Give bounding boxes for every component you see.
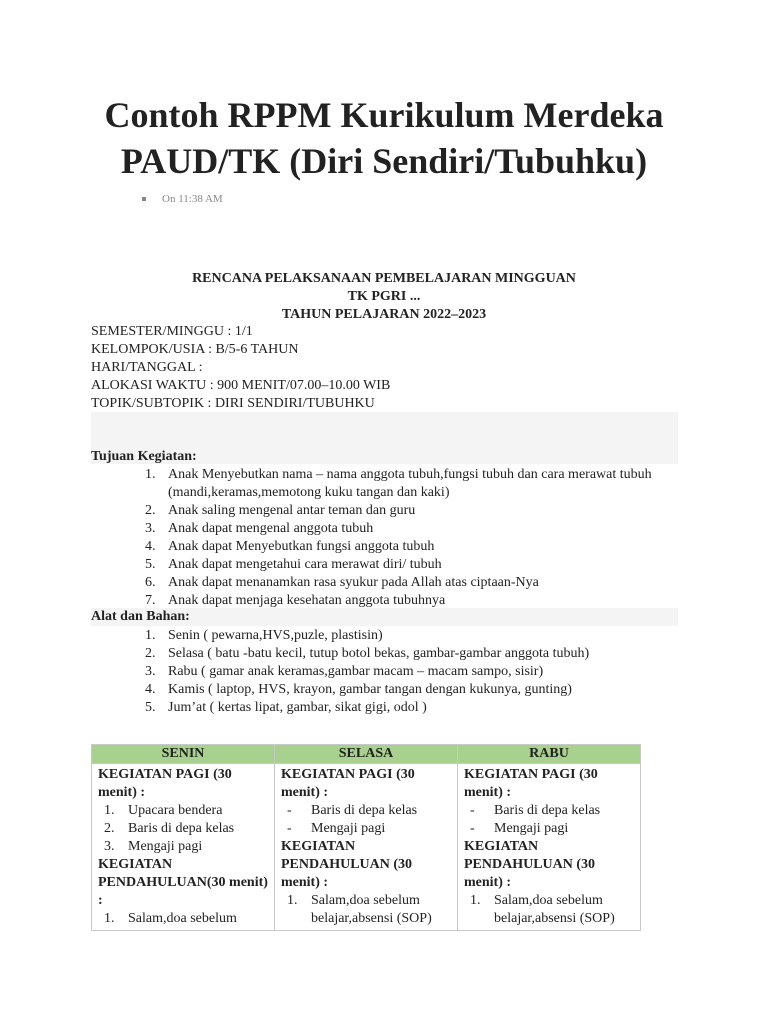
article-title-line-2: PAUD/TK (Diri Sendiri/Tubuhku): [120, 141, 648, 181]
col-header-senin: SENIN: [92, 745, 275, 764]
list-text: Rabu ( gamar anak keramas,gambar macam – macam sampo, sisir): [168, 664, 544, 679]
col-header-selasa: SELASA: [275, 745, 458, 764]
activity-number: -: [470, 821, 475, 836]
list-number: 4.: [145, 682, 156, 697]
kegiatan-pagi-list: [464, 802, 634, 838]
activity-number: 2.: [104, 821, 115, 836]
activity-item: [104, 838, 268, 856]
activity-text: Salam,doa sebelum belajar,absensi (SOP): [494, 893, 615, 926]
activity-text: Mengaji pagi: [311, 821, 386, 836]
list-number: 2.: [145, 503, 156, 518]
posted-time: On 11:38 AM: [162, 193, 223, 205]
list-text: Anak dapat Menyebutkan fungsi anggota tubuh: [168, 539, 435, 554]
cell-selasa: [275, 764, 458, 931]
tujuan-item: [140, 574, 660, 592]
col-header-rabu: RABU: [458, 745, 641, 764]
list-text: Anak dapat menjaga kesehatan anggota tubuhnya: [168, 593, 446, 608]
activity-number: -: [287, 821, 292, 836]
kegiatan-pendahuluan-list: [464, 892, 634, 928]
list-number: 3.: [145, 521, 156, 536]
list-text: Kamis ( laptop, HVS, krayon, gambar tangan dengan kukunya, gunting): [168, 682, 572, 697]
kegiatan-pagi-list: [281, 802, 451, 838]
activity-item: [470, 802, 634, 820]
activity-item: [287, 892, 451, 928]
doc-heading-2: TK PGRI ...: [347, 289, 421, 304]
list-number: 3.: [145, 664, 156, 679]
list-number: 1.: [145, 628, 156, 643]
activity-number: -: [287, 803, 292, 818]
article-title-line-1: Contoh RPPM Kurikulum Merdeka: [104, 95, 664, 135]
doc-heading-1: RENCANA PELAKSANAAN PEMBELAJARAN MINGGUAN: [192, 271, 576, 286]
kegiatan-pendahuluan-heading: KEGIATAN PENDAHULUAN (30 menit) :: [281, 839, 413, 890]
tujuan-label: Tujuan Kegiatan:: [91, 449, 197, 464]
cell-rabu: [458, 764, 641, 931]
activity-number: 1.: [287, 893, 298, 908]
activity-item: [104, 820, 268, 838]
kegiatan-pendahuluan-list: [98, 910, 268, 928]
activity-text: Baris di depa kelas: [311, 803, 418, 818]
info-semester: SEMESTER/MINGGU : 1/1: [91, 324, 253, 339]
info-topik: TOPIK/SUBTOPIK : DIRI SENDIRI/TUBUHKU: [91, 396, 375, 411]
activity-text: Upacara bendera: [128, 803, 223, 818]
list-text: Anak dapat mengenal anggota tubuh: [168, 521, 374, 536]
info-kelompok: KELOMPOK/USIA : B/5-6 TAHUN: [91, 342, 299, 357]
list-number: 7.: [145, 593, 156, 608]
list-number: 5.: [145, 700, 156, 715]
list-number: 6.: [145, 575, 156, 590]
list-number: 1.: [145, 467, 156, 482]
list-text: Anak dapat mengetahui cara merawat diri/ tubuh: [168, 557, 442, 572]
activity-item: [287, 802, 451, 820]
activity-text: Baris di depa kelas: [128, 821, 235, 836]
activity-number: 1.: [104, 803, 115, 818]
kegiatan-pendahuluan-heading: KEGIATAN PENDAHULUAN(30 menit) :: [98, 857, 268, 908]
activity-text: Salam,doa sebelum belajar,absensi (SOP): [311, 893, 432, 926]
info-hari: HARI/TANGGAL :: [91, 360, 203, 375]
list-text: Senin ( pewarna,HVS,puzle, plastisin): [168, 628, 383, 643]
tujuan-item: [140, 502, 660, 520]
kegiatan-pendahuluan-list: [281, 892, 451, 928]
list-text: Anak dapat menanamkan rasa syukur pada Allah atas ciptaan-Nya: [168, 575, 539, 590]
list-number: 5.: [145, 557, 156, 572]
activity-item: [104, 802, 268, 820]
tujuan-list: [140, 466, 660, 610]
activity-number: 1.: [104, 911, 115, 926]
alat-item: [140, 681, 660, 699]
alat-item: [140, 663, 660, 681]
tujuan-item: [140, 538, 660, 556]
kegiatan-pagi-heading: KEGIATAN PAGI (30 menit) :: [281, 767, 415, 800]
tujuan-item: [140, 520, 660, 538]
list-text: Jum’at ( kertas lipat, gambar, sikat gigi, odol ): [168, 700, 427, 715]
activity-number: 3.: [104, 839, 115, 854]
activity-text: Mengaji pagi: [494, 821, 569, 836]
activity-number: 1.: [470, 893, 481, 908]
list-number: 2.: [145, 646, 156, 661]
kegiatan-pagi-list: [98, 802, 268, 856]
alat-list: [140, 627, 660, 717]
alat-item: [140, 645, 660, 663]
activity-item: [470, 892, 634, 928]
list-text: Anak Menyebutkan nama – nama anggota tubuh,fungsi tubuh dan cara merawat tubuh (mandi,keramas,memotong kuku tangan dan kaki): [168, 467, 652, 500]
activity-text: Baris di depa kelas: [494, 803, 601, 818]
tujuan-item: [140, 466, 660, 502]
activity-text: Salam,doa sebelum: [128, 911, 237, 926]
list-text: Anak saling mengenal antar teman dan guru: [168, 503, 416, 518]
activity-number: -: [470, 803, 475, 818]
activity-item: [287, 820, 451, 838]
doc-heading-3: TAHUN PELAJARAN 2022–2023: [281, 307, 487, 322]
activity-item: [470, 820, 634, 838]
kegiatan-pagi-heading: KEGIATAN PAGI (30 menit) :: [98, 767, 232, 800]
post-meta: [142, 193, 223, 205]
info-alokasi: ALOKASI WAKTU : 900 MENIT/07.00–10.00 WIB: [91, 378, 391, 393]
article-title: [0, 92, 768, 184]
kegiatan-pagi-heading: KEGIATAN PAGI (30 menit) :: [464, 767, 598, 800]
activity-item: [104, 910, 268, 928]
alat-item: [140, 627, 660, 645]
alat-label: Alat dan Bahan:: [91, 609, 190, 624]
list-number: 4.: [145, 539, 156, 554]
bullet-icon: [142, 197, 146, 201]
cell-senin: [92, 764, 275, 931]
kegiatan-pendahuluan-heading: KEGIATAN PENDAHULUAN (30 menit) :: [464, 839, 596, 890]
list-text: Selasa ( batu -batu kecil, tutup botol bekas, gambar-gambar anggota tubuh): [168, 646, 590, 661]
schedule-table: [91, 744, 641, 931]
alat-item: [140, 699, 660, 717]
tujuan-item: [140, 556, 660, 574]
doc-info: [91, 323, 390, 413]
activity-text: Mengaji pagi: [128, 839, 203, 854]
tujuan-item: [140, 592, 660, 610]
